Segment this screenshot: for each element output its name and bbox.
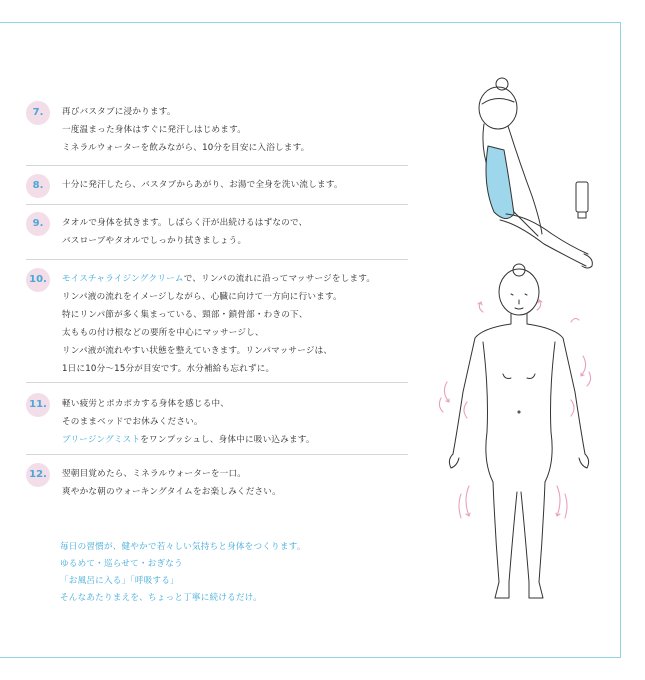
- step-number-badge: 7.: [26, 101, 50, 125]
- divider: [26, 454, 408, 455]
- standing-woman-lymph-illustration: [433, 262, 603, 612]
- step-line: 一度温まった身体はすぐに発汗しはじめます。: [62, 125, 246, 135]
- step-number-badge: 8.: [26, 174, 50, 198]
- step-line: タオルで身体を拭きます。しばらく汗が出続けるはずなので、: [62, 218, 308, 228]
- page-frame-bottom: [0, 657, 621, 658]
- divider: [26, 382, 408, 383]
- step-line: そのままベッドでお休みください。: [62, 417, 203, 427]
- divider: [26, 204, 408, 205]
- step-line: ミネラルウォーターを飲みながら、10分を目安に入浴します。: [62, 143, 310, 153]
- step-line: 再びバスタブに浸かります。: [62, 107, 176, 117]
- closing-line: そんなあたりまえを、ちょっと丁寧に続けるだけ。: [60, 593, 262, 603]
- step-line: 特にリンパ節が多く集まっている、頸部・鎖骨部・わきの下、: [62, 310, 308, 320]
- step-line: 十分に発汗したら、バスタブからあがり、お湯で全身を洗い流します。: [62, 180, 343, 190]
- product-name-highlight: モイスチャライジングクリーム: [62, 274, 184, 284]
- step-line: 1日に10分～15分が目安です。水分補給も忘れずに。: [62, 364, 275, 374]
- step-text: [62, 176, 412, 194]
- step-text: [62, 214, 412, 250]
- step-number-badge: 12.: [26, 463, 50, 487]
- closing-message: [60, 539, 400, 607]
- page-frame-top: [0, 22, 621, 23]
- step-text: [62, 465, 412, 501]
- closing-line: 「お風呂に入る」「呼吸する」: [60, 576, 179, 586]
- step-number-badge: 10.: [26, 268, 50, 292]
- product-name-highlight: ブリージングミスト: [62, 435, 141, 445]
- divider: [26, 165, 408, 166]
- page-frame-right: [620, 22, 621, 657]
- step-line: モイスチャライジングクリームで、リンパの流れに沿ってマッサージをします。: [62, 274, 376, 284]
- step-line: ブリージングミストをワンプッシュし、身体中に吸い込みます。: [62, 435, 315, 445]
- step-number-badge: 9.: [26, 212, 50, 236]
- step-line: 太ももの付け根などの要所を中心にマッサージし、: [62, 328, 264, 338]
- step-line: リンパ液の流れをイメージしながら、心臓に向けて一方向に行います。: [62, 292, 342, 302]
- step-text: [62, 103, 412, 157]
- step-line: リンパ液が流れやすい状態を整えていきます。リンパマッサージは、: [62, 346, 333, 356]
- step-line: バスローブやタオルでしっかり拭きましょう。: [62, 236, 247, 246]
- step-number-badge: 11.: [26, 393, 50, 417]
- step-text: [62, 395, 412, 449]
- divider: [26, 259, 408, 260]
- step-line: 翌朝目覚めたら、ミネラルウォーターを一口。: [62, 469, 247, 479]
- seated-woman-illustration: [448, 74, 608, 274]
- step-text: [62, 270, 412, 378]
- closing-line: ゆるめて・巡らせて・おぎなう: [60, 559, 183, 569]
- closing-line: 毎日の習慣が、健やかで若々しい気持ちと身体をつくります。: [60, 542, 306, 552]
- step-line: 軽い疲労とポカポカする身体を感じる中、: [62, 399, 230, 409]
- step-line: 爽やかな朝のウォーキングタイムをお楽しみください。: [62, 487, 281, 497]
